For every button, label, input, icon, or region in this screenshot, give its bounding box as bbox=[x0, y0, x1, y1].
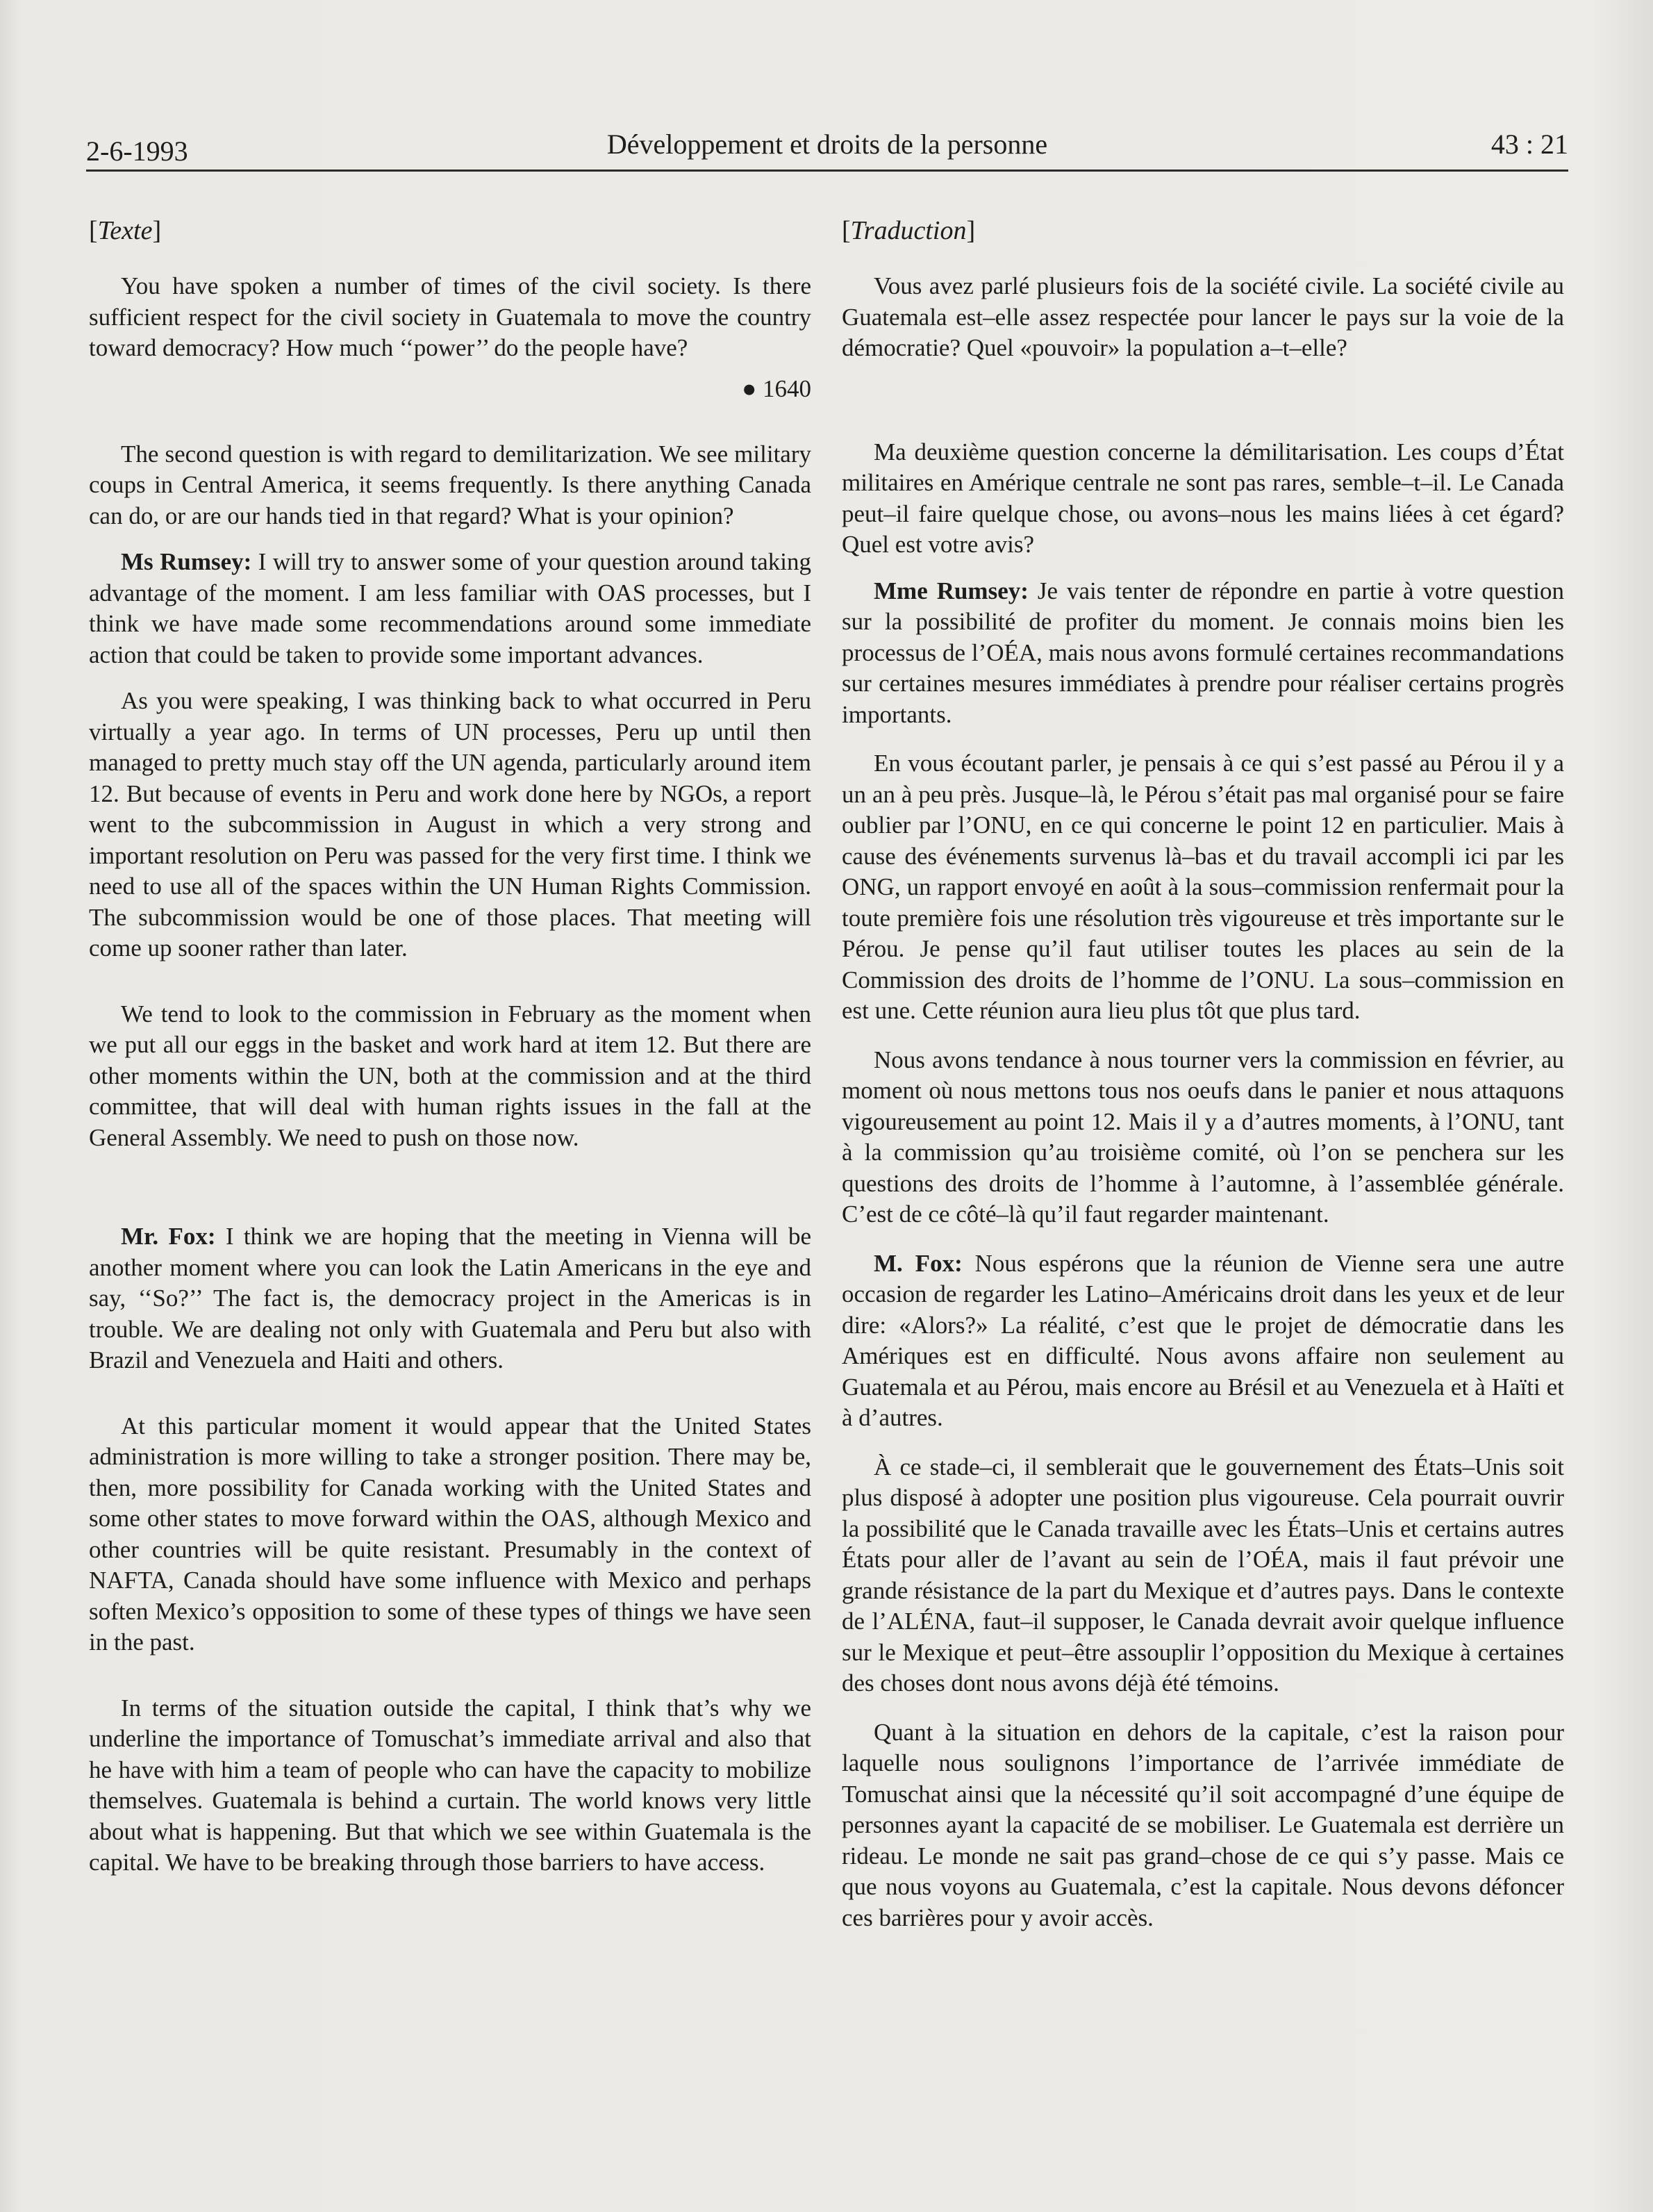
speaker-mme-rumsey: Mme Rumsey: bbox=[874, 577, 1029, 604]
fr-paragraph-6-text: Nous espérons que la réunion de Vienne sera une autre occasion de regarder les Latino–Américains droit dans les yeux et de leur dire: «Alors?» La réalité, c’est que le projet de démocratie dans les Amériques est en difficulté. Nous avons affaire non seulement au Guatemala et au Pérou, mais encore au Brésil et au Venezuela et à Haïti et à d’autres. bbox=[842, 1249, 1564, 1431]
header-date: 2-6-1993 bbox=[86, 135, 188, 167]
en-paragraph-7: At this particular moment it would appear that the United States administration is more willing to take a stronger position. There may be, then, more possibility for Canada working with the United States and some other states to move forward within the OAS, although Mexico and other countries will be quite resistant. Presumably in the context of NAFTA, Canada should have some influence with Mexico and perhaps soften Mexico’s opposition to some of these types of things we have seen in the past. bbox=[89, 1412, 811, 1656]
en-paragraph-6-text: I think we are hoping that the meeting in Vienna will be another moment where you can look the Latin Americans in the eye and say, ‘‘So?’’ The fact is, the democracy project in the Americas is in trouble. We are dealing not only with Guatemala and Peru but also with Brazil and Venezuela and Haiti and others. bbox=[89, 1223, 811, 1373]
en-paragraph-3 bbox=[89, 547, 811, 670]
column-label-traduction: [Traduction] bbox=[842, 216, 976, 245]
en-paragraph-1: You have spoken a number of times of the civil society. Is there sufficient respect for the civil society in Guatemala to move the country toward democracy? How much ‘‘power’’ do the people have? bbox=[89, 272, 811, 361]
en-paragraph-5: We tend to look to the commission in February as the moment when we put all our eggs in the basket and work hard at item 12. But there are other moments within the UN, both at the commission and at the third committee, that will deal with human rights issues in the fall at the General Assembly. We need to push on those now. bbox=[89, 1000, 811, 1151]
speaker-ms-rumsey: Ms Rumsey: bbox=[121, 548, 252, 575]
en-paragraph-6 bbox=[89, 1221, 811, 1376]
fr-paragraph-3 bbox=[842, 576, 1564, 731]
fr-paragraph-5: Nous avons tendance à nous tourner vers la commission en février, au moment où nous mettons tous nos oeufs dans le panier et nous attaquons vigoureusement au point 12. Mais il y a d’autres moments, à l’ONU, tant à la commission qu’au troisième comité, où l’on se penchera sur les questions des droits de l’homme à l’automne, à l’assemblée générale. C’est de ce côté–là qu’il faut regarder maintenant. bbox=[842, 1046, 1564, 1228]
en-paragraph-2: The second question is with regard to demilitarization. We see military coups in Central America, it seems frequently. Is there anything Canada can do, or are our hands tied in that regard? What is your opinion? bbox=[89, 440, 811, 529]
time-marker: ● 1640 bbox=[742, 374, 811, 402]
page-header bbox=[86, 128, 1568, 172]
french-column bbox=[842, 201, 1564, 1933]
fr-paragraph-8: Quant à la situation en dehors de la capitale, c’est la raison pour laquelle nous soulignons l’importance de l’arrivée immédiate de Tomuschat ainsi que la nécessité qu’il soit accompagné d’une équipe de personnes ayant la capacité de se mobiliser. Le Guatemala est derrière un rideau. Le monde ne sait pas grand–chose de ce qui s’y passe. Mais ce que nous voyons au Guatemala, c’est la capitale. Nous devons défoncer ces barrières pour y avoir accès. bbox=[842, 1718, 1564, 1931]
fr-paragraph-3-text: Je vais tenter de répondre en partie à votre question sur la possibilité de profiter du moment. Je connais moins bien les processus de l’OÉA, mais nous avons formulé certaines recommandations sur certaines mesures immédiates à prendre pour réaliser certains progrès importants. bbox=[842, 577, 1564, 728]
en-paragraph-4: As you were speaking, I was thinking back to what occurred in Peru virtually a year ago. In terms of UN processes, Peru up until then managed to pretty much stay off the UN agenda, particularly around item 12. But because of events in Peru and work done here by NGOs, a report went to the subcommission in August in which a very strong and important resolution on Peru was passed for the very first time. I think we need to use all of the spaces within the UN Human Rights Commission. The subcommission would be one of those places. That meeting will come up sooner rather than later. bbox=[89, 687, 811, 961]
speaker-mr-fox: Mr. Fox: bbox=[121, 1223, 216, 1250]
fr-paragraph-6 bbox=[842, 1248, 1564, 1434]
english-column bbox=[89, 201, 811, 1879]
fr-paragraph-1: Vous avez parlé plusieurs fois de la société civile. La société civile au Guatemala est–elle assez respectée pour lancer le pays sur la voie de la démocratie? Quel «pouvoir» la population a–t–elle? bbox=[842, 272, 1564, 361]
fr-paragraph-4: En vous écoutant parler, je pensais à ce qui s’est passé au Pérou il y a un an à peu près. Jusque–là, le Pérou s’était pas mal organisé pour se faire oublier par l’ONU, en ce qui concerne le point 12 en particulier. Mais à cause des événements survenus là–bas et du travail accompli ici par les ONG, un rapport envoyé en août à la sous–commission renfermait pour la toute première fois une résolution très vigoureuse et très importante sur le Pérou. Je pense qu’il faut utiliser toutes les places au sein de la Commission des droits de l’homme de l’ONU. La sous–commission en est une. Cette réunion aura lieu plus tôt que plus tard. bbox=[842, 750, 1564, 1024]
speaker-m-fox: M. Fox: bbox=[874, 1249, 963, 1277]
fr-paragraph-2: Ma deuxième question concerne la démilitarisation. Les coups d’État militaires en Amérique centrale ne sont pas rares, semble–t–il. Le Canada peut–il faire quelque chose, ou avons–nous les mains liées à cet égard? Quel est votre avis? bbox=[842, 438, 1564, 558]
fr-paragraph-7: À ce stade–ci, il semblerait que le gouvernement des États–Unis soit plus disposé à adopter une position plus vigoureuse. Cela pourrait ouvrir la possibilité que le Canada travaille avec les États–Unis et certains autres États pour aller de l’avant au sein de l’OÉA, mais il faut prévoir une grande résistance de la part du Mexique et d’autres pays. Dans le contexte de l’ALÉNA, faut–il supposer, le Canada devrait avoir quelque influence sur le Mexique et peut–être assouplir l’opposition du Mexique à certaines des choses dont nous avons déjà été témoins. bbox=[842, 1453, 1564, 1697]
en-paragraph-8: In terms of the situation outside the capital, I think that’s why we underline the importance of Tomuschat’s immediate arrival and also that he have with him a team of people who can have the capacity to mobilize themselves. Guatemala is behind a curtain. The world knows very little about what is happening. But that which we see within Guatemala is the capital. We have to be breaking through those barriers to have access. bbox=[89, 1694, 811, 1876]
en-paragraph-3-text: I will try to answer some of your question around taking advantage of the moment. I am less familiar with OAS processes, but I think we have made some recommendations around some immediate action that could be taken to provide some important advances. bbox=[89, 548, 811, 668]
column-label-texte: [Texte] bbox=[89, 216, 162, 245]
header-page-number: 43 : 21 bbox=[1490, 129, 1568, 160]
header-title: Développement et droits de la personne bbox=[606, 129, 1048, 160]
